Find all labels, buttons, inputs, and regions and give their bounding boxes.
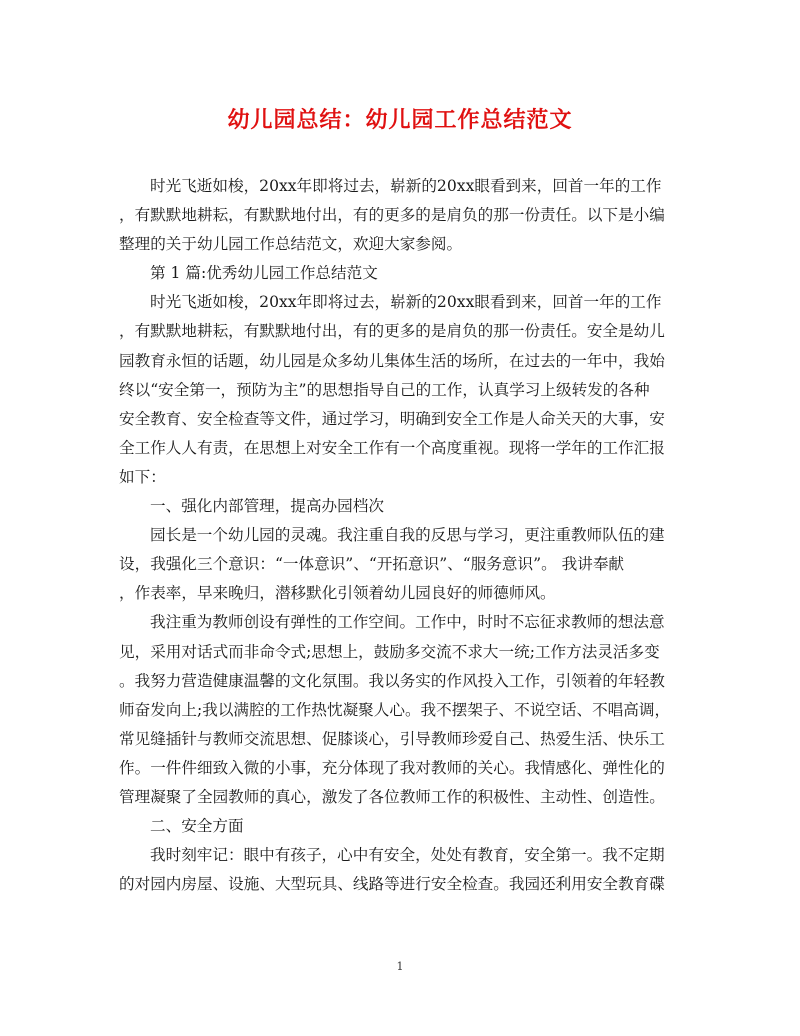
section-heading: 一、强化内部管理，提高办园档次 bbox=[150, 497, 384, 516]
paragraph-line: 全工作人人有责，在思想上对安全工作有一个高度重视。现将一学年的工作汇报 bbox=[119, 438, 665, 457]
paragraph-line: 整理的关于幼儿园工作总结范文，欢迎大家参阅。 bbox=[119, 235, 463, 254]
paragraph-line: 管理凝聚了全园教师的真心，激发了各位教师工作的积极性、主动性、创造性。 bbox=[119, 787, 665, 806]
paragraph-line: 作。一件件细致入微的小事，充分体现了我对教师的关心。我情感化、弹性化的 bbox=[119, 758, 665, 777]
paragraph-line: 园教育永恒的话题，幼儿园是众多幼儿集体生活的场所，在过去的一年中，我始 bbox=[119, 351, 665, 370]
paragraph-line: ，作表率，早来晚归，潜移默化引领着幼儿园良好的师德师风。 bbox=[119, 584, 556, 603]
paragraph-line: 我注重为教师创设有弹性的工作空间。工作中，时时不忘征求教师的想法意 bbox=[150, 613, 665, 632]
paragraph-line: ，有默默地耕耘，有默默地付出，有的更多的是肩负的那一份责任。以下是小编 bbox=[119, 206, 665, 225]
document-title: 幼儿园总结：幼儿园工作总结范文 bbox=[227, 107, 573, 133]
paragraph-line: ，有默默地耕耘，有默默地付出，有的更多的是肩负的那一份责任。安全是幼儿 bbox=[119, 322, 665, 341]
paragraph-line: 设，我强化三个意识：“一体意识”、“开拓意识”、“服务意识”。 我讲奉献 bbox=[119, 555, 625, 574]
paragraph-line: 如下： bbox=[119, 467, 166, 486]
paragraph-line: 安全教育、安全检查等文件，通过学习，明确到安全工作是人命关天的大事，安 bbox=[119, 409, 665, 428]
paragraph-line: 。我努力营造健康温馨的文化氛围。我以务实的作风投入工作，引领着的年轻教 bbox=[119, 671, 665, 690]
paragraph-line: 我时刻牢记：眼中有孩子，心中有安全，处处有教育，安全第一。我不定期 bbox=[150, 846, 665, 865]
paragraph-line: 时光飞逝如梭，20xx年即将过去，崭新的20xx眼看到来，回首一年的工作 bbox=[150, 177, 662, 195]
paragraph-line: 师奋发向上;我以满腔的工作热忱凝聚人心。我不摆架子、不说空话、不唱高调， bbox=[119, 700, 671, 719]
paragraph-line: 园长是一个幼儿园的灵魂。我注重自我的反思与学习，更注重教师队伍的建 bbox=[150, 526, 665, 545]
paragraph-line: 常见缝插针与教师交流思想、促膝谈心，引导教师珍爱自己、热爱生活、快乐工 bbox=[119, 729, 665, 748]
paragraph-line: 终以“安全第一，预防为主”的思想指导自己的工作，认真学习上级转发的各种 bbox=[119, 380, 650, 399]
document-body bbox=[119, 172, 681, 899]
paragraph-line: 的对园内房屋、设施、大型玩具、线路等进行安全检查。我园还利用安全教育碟 bbox=[119, 875, 665, 894]
page-number: 1 bbox=[396, 960, 404, 973]
paragraph-line: 见，采用对话式而非命令式;思想上，鼓励多交流不求大一统;工作方法灵活多变 bbox=[119, 642, 660, 661]
paragraph-line: 时光飞逝如梭，20xx年即将过去，崭新的20xx眼看到来，回首一年的工作 bbox=[150, 293, 662, 312]
section-heading: 第 1 篇:优秀幼儿园工作总结范文 bbox=[150, 264, 378, 283]
section-heading: 二、安全方面 bbox=[150, 817, 244, 836]
